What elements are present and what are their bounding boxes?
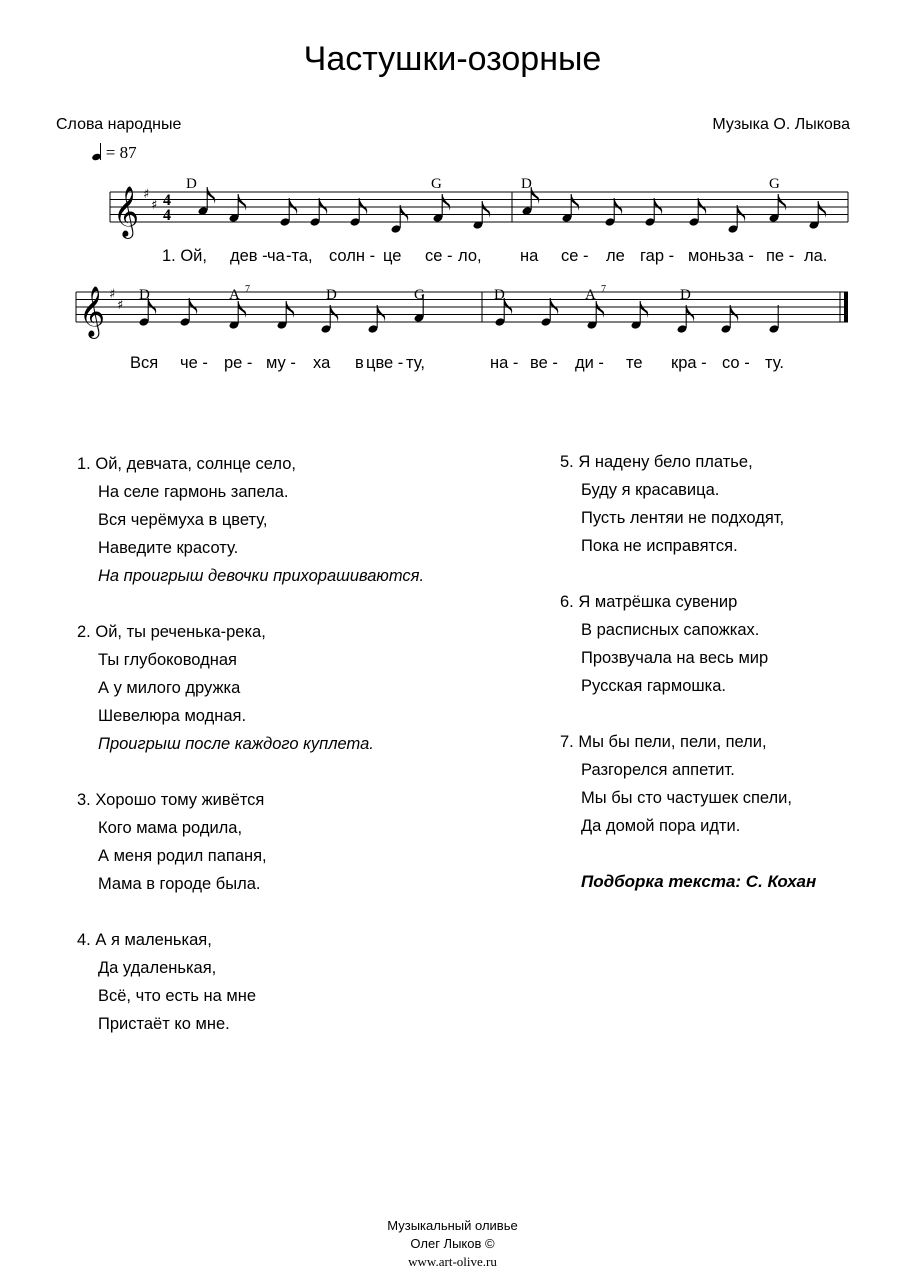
eighth-note bbox=[277, 301, 295, 330]
verse-number: 7. bbox=[560, 733, 574, 751]
footer-author: Олег Лыков © bbox=[410, 1236, 495, 1251]
verse-4 bbox=[77, 926, 256, 1038]
eighth-note bbox=[587, 301, 605, 330]
lyric-syllable: Вся bbox=[130, 354, 159, 372]
verse-line: Ой, ты реченька-река, bbox=[95, 623, 266, 641]
eighth-note bbox=[321, 305, 339, 334]
chord-symbol: G bbox=[414, 287, 425, 303]
performance-note: На проигрыш девочки прихорашиваются. bbox=[98, 567, 425, 585]
lyric-syllable: на - bbox=[490, 354, 519, 372]
lyrics-system-2 bbox=[130, 354, 784, 372]
tempo-value: = 87 bbox=[105, 143, 137, 162]
performance-note: Проигрыш после каждого куплета. bbox=[98, 735, 374, 753]
verse-line: Я матрёшка сувенир bbox=[578, 593, 738, 611]
verse-line: Кого мама родила, bbox=[98, 819, 243, 837]
verse-number: 2. bbox=[77, 623, 91, 641]
lyric-syllable: че - bbox=[180, 354, 208, 372]
verse-line: Прозвучала на весь мир bbox=[581, 649, 769, 667]
lyric-syllable: цве - bbox=[366, 354, 404, 372]
svg-text:♯: ♯ bbox=[151, 198, 158, 213]
eighth-note bbox=[677, 305, 695, 334]
chord-symbol: D bbox=[139, 287, 150, 303]
lyric-syllable: солн - bbox=[329, 247, 376, 265]
lyric-syllable: -та, bbox=[286, 247, 313, 265]
lyric-syllable: монь bbox=[688, 247, 727, 265]
verse-line: Всё, что есть на мне bbox=[98, 987, 256, 1005]
lyric-syllable: ре - bbox=[224, 354, 253, 372]
svg-text:4: 4 bbox=[163, 192, 171, 209]
lyric-syllable: се - bbox=[561, 247, 589, 265]
verse-line: А меня родил папаня, bbox=[98, 847, 267, 865]
chords-system-2 bbox=[139, 284, 691, 303]
verse-number: 5. bbox=[560, 453, 574, 471]
verse-line: Мы бы пели, пели, пели, bbox=[578, 733, 767, 751]
treble-clef-icon bbox=[79, 286, 105, 339]
chord-symbol: A bbox=[585, 287, 596, 303]
lyric-syllable: за - bbox=[727, 247, 754, 265]
verse-line: Мы бы сто частушек спели, bbox=[581, 789, 792, 807]
verse-number: 1. bbox=[77, 455, 91, 473]
verse-line: Шевелюра модная. bbox=[98, 707, 247, 725]
eighth-note bbox=[391, 205, 409, 234]
treble-clef-icon bbox=[113, 186, 139, 239]
svg-text:♯: ♯ bbox=[109, 287, 116, 302]
eighth-note bbox=[433, 194, 451, 223]
chord-superscript: 7 bbox=[601, 284, 606, 295]
lyric-syllable: ту. bbox=[765, 354, 784, 372]
music-credit: Музыка О. Лыкова bbox=[712, 116, 850, 133]
verse-3 bbox=[77, 786, 267, 898]
quarter-note bbox=[769, 305, 780, 334]
verse-line: Пристаёт ко мне. bbox=[98, 1015, 230, 1033]
music-score bbox=[0, 0, 905, 400]
verse-line: В расписных сапожках. bbox=[581, 621, 760, 639]
lyric-syllable: 1. Ой, bbox=[162, 247, 207, 265]
verse-line: Пусть лентяи не подходят, bbox=[581, 509, 785, 527]
svg-text:♯: ♯ bbox=[117, 298, 124, 313]
eighth-note bbox=[198, 187, 216, 216]
lyric-syllable: ло, bbox=[458, 247, 482, 265]
svg-text:𝄞: 𝄞 bbox=[113, 186, 140, 237]
verse-line: А у милого дружка bbox=[98, 679, 241, 697]
lyric-syllable: гар - bbox=[640, 247, 675, 265]
key-signature-sharps bbox=[143, 187, 157, 213]
chord-symbol: D bbox=[186, 176, 197, 192]
lyric-syllable: ла. bbox=[804, 247, 828, 265]
lyric-syllable: се - bbox=[425, 247, 453, 265]
eighth-note bbox=[368, 305, 386, 334]
verse-line: Вся черёмуха в цвету, bbox=[98, 511, 268, 529]
verse-line: Да удаленькая, bbox=[98, 959, 217, 977]
lyric-syllable: кра - bbox=[671, 354, 707, 372]
verse-line: А я маленькая, bbox=[95, 931, 212, 949]
verse-2 bbox=[77, 618, 374, 758]
chord-symbol: D bbox=[326, 287, 337, 303]
lyric-syllable: ле bbox=[606, 247, 625, 265]
eighth-note bbox=[809, 201, 827, 230]
eighth-note bbox=[229, 194, 247, 223]
time-signature bbox=[163, 192, 171, 224]
key-signature-sharps bbox=[109, 287, 123, 313]
eighth-note bbox=[473, 201, 491, 230]
verse-line: Буду я красавица. bbox=[581, 481, 720, 499]
eighth-note bbox=[721, 305, 739, 334]
eighth-note bbox=[229, 301, 247, 330]
verse-line: Наведите красоту. bbox=[98, 539, 239, 557]
eighth-note bbox=[728, 205, 746, 234]
lyric-syllable: ве - bbox=[530, 354, 558, 372]
verse-6 bbox=[560, 588, 768, 700]
chord-symbol: G bbox=[769, 176, 780, 192]
chord-symbol: D bbox=[680, 287, 691, 303]
verse-5 bbox=[560, 448, 784, 560]
chords-system-1 bbox=[186, 176, 780, 192]
lyric-syllable: на bbox=[520, 247, 539, 265]
verse-line: Разгорелся аппетит. bbox=[581, 761, 735, 779]
svg-text:♯: ♯ bbox=[143, 187, 150, 202]
verse-line: На селе гармонь запела. bbox=[98, 483, 289, 501]
lyrics-system-1 bbox=[162, 247, 827, 265]
verse-line: Мама в городе была. bbox=[98, 875, 261, 893]
verse-line: Я надену бело платье, bbox=[578, 453, 753, 471]
lyric-syllable: в bbox=[355, 354, 364, 372]
chord-symbol: A bbox=[229, 287, 240, 303]
page-title: Частушки-озорные bbox=[303, 40, 602, 78]
lyric-syllable: пе - bbox=[766, 247, 795, 265]
verse-7 bbox=[560, 728, 792, 840]
chord-symbol: D bbox=[494, 287, 505, 303]
verse-line: Ой, девчата, солнце село, bbox=[95, 455, 297, 473]
verse-1 bbox=[77, 450, 424, 590]
lyric-syllable: ха bbox=[313, 354, 331, 372]
verse-line: Пока не исправятся. bbox=[581, 537, 738, 555]
verse-line: Да домой пора идти. bbox=[581, 817, 741, 835]
lyric-syllable: му - bbox=[266, 354, 296, 372]
eighth-note bbox=[769, 194, 787, 223]
text-compiler-credit: Подборка текста: С. Кохан bbox=[581, 872, 817, 891]
chord-symbol: D bbox=[521, 176, 532, 192]
verse-line: Русская гармошка. bbox=[581, 677, 726, 695]
eighth-note bbox=[631, 301, 649, 330]
lyric-syllable: ту, bbox=[406, 354, 425, 372]
verse-line: Хорошо тому живётся bbox=[95, 791, 265, 809]
lyric-syllable: ча bbox=[267, 247, 285, 265]
svg-text:𝄞: 𝄞 bbox=[79, 286, 106, 337]
svg-text:4: 4 bbox=[163, 207, 171, 224]
lyric-syllable: те bbox=[626, 354, 643, 372]
lyric-syllable: дев - bbox=[230, 247, 268, 265]
verse-line: Ты глубоководная bbox=[98, 651, 237, 669]
verse-number: 3. bbox=[77, 791, 91, 809]
footer-url: www.art-olive.ru bbox=[408, 1254, 497, 1269]
chord-symbol: G bbox=[431, 176, 442, 192]
lyric-syllable: це bbox=[383, 247, 402, 265]
verse-number: 4. bbox=[77, 931, 91, 949]
eighth-note bbox=[562, 194, 580, 223]
footer-publisher: Музыкальный оливье bbox=[387, 1218, 518, 1233]
chord-superscript: 7 bbox=[245, 284, 250, 295]
lyrics-credit: Слова народные bbox=[56, 116, 182, 133]
lyric-syllable: со - bbox=[722, 354, 750, 372]
verse-number: 6. bbox=[560, 593, 574, 611]
lyric-syllable: ди - bbox=[575, 354, 604, 372]
